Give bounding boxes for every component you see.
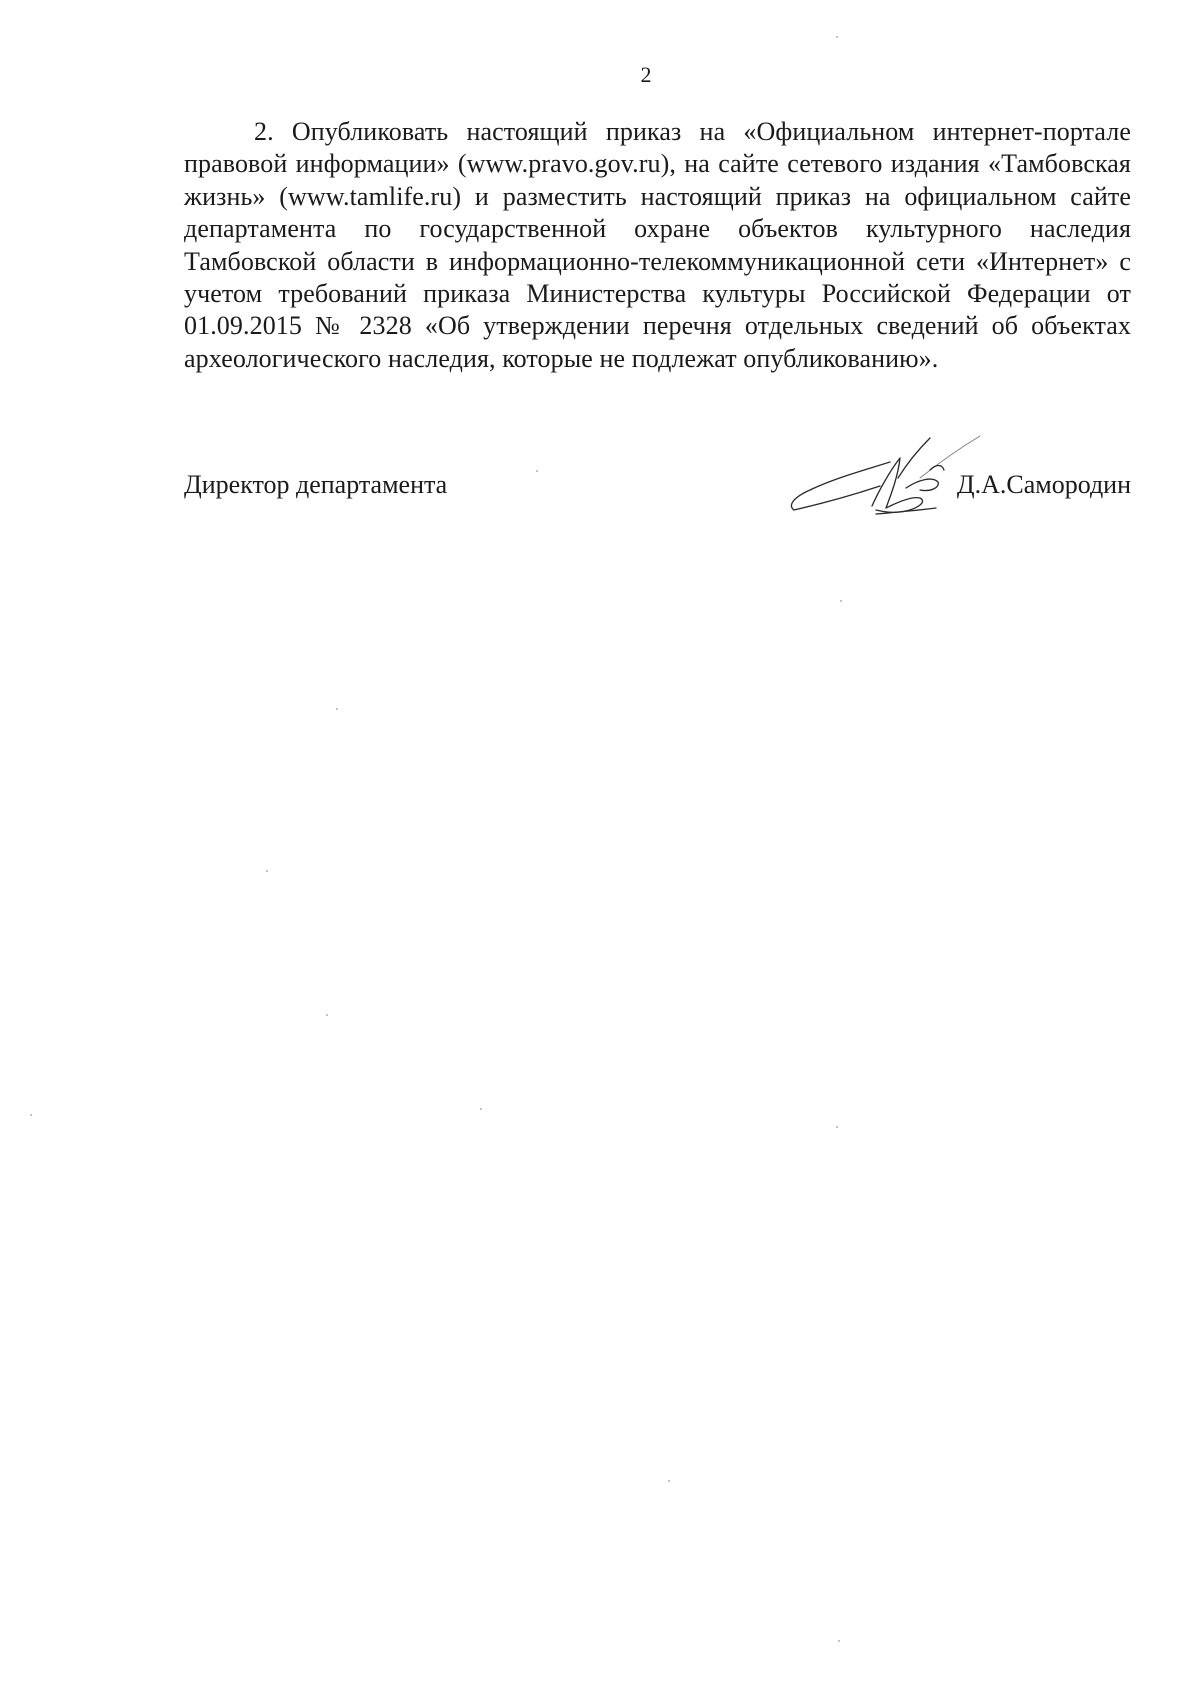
page-number: 2 [640, 62, 652, 87]
scan-speck [668, 1480, 670, 1482]
scan-speck [30, 1114, 32, 1116]
order-paragraph: 2. Опубликовать настоящий приказ на «Официальном интернет-портале правовой информации» (www.pravo.gov.ru), на сайте сетевого издания «Тамбовская жизнь» (www.tamlife.ru) и разместить настоящий приказ на официальном сайте департамента по государственной охране объектов культурного наследия Тамбовской области в информационно-телекоммуникационной сети «Интернет» с учетом требований приказа Министерства культуры Российской Федерации от 01.09.2015 № 2328 «Об утверждении перечня отдельных сведений об объектах археологического наследия, которые не подлежат опубликованию». [184, 117, 1131, 373]
scan-speck [840, 600, 842, 602]
scan-speck [836, 1126, 838, 1128]
signature-block [184, 470, 1131, 510]
scan-speck [336, 708, 338, 710]
signer-title: Директор департамента [184, 470, 448, 499]
signer-name: Д.А.Самородин [956, 470, 1131, 499]
scan-speck [480, 1108, 482, 1110]
scan-speck [326, 1014, 328, 1016]
scan-speck [266, 870, 268, 872]
scan-speck [536, 470, 538, 472]
scan-speck [836, 36, 838, 38]
scan-speck [838, 1640, 840, 1642]
